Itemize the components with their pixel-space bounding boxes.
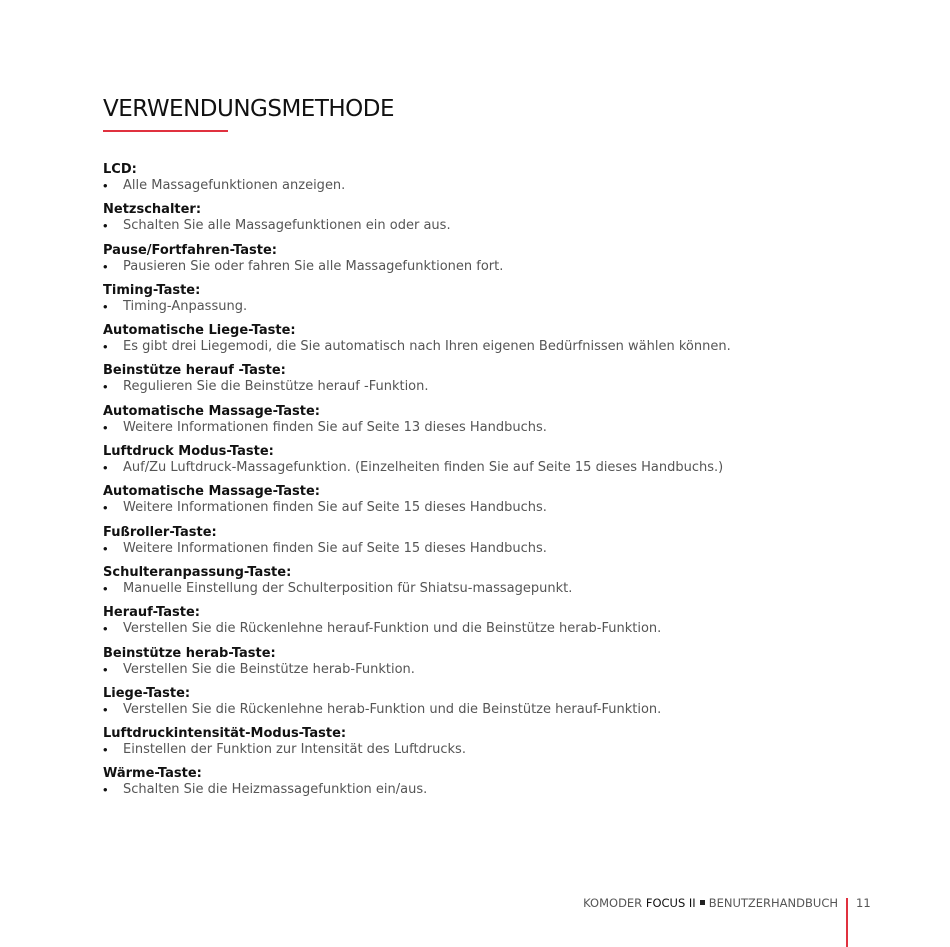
entry-label: Automatische Liege-Taste: xyxy=(103,323,296,339)
entry-text: Einstellen der Funktion zur Intensität des Luftdrucks. xyxy=(123,742,466,758)
bullet-icon: • xyxy=(103,460,108,476)
list-item xyxy=(103,726,883,766)
entry-label: Beinstütze herauf -Taste: xyxy=(103,363,286,379)
list-item xyxy=(103,243,883,283)
entry-text: Verstellen Sie die Rückenlehne herauf-Funktion und die Beinstütze herab-Funktion. xyxy=(123,621,662,637)
entry-label: Netzschalter: xyxy=(103,202,202,218)
list-item xyxy=(103,162,883,202)
bullet-icon: • xyxy=(103,218,108,234)
entry-text: Regulieren Sie die Beinstütze herauf -Funktion. xyxy=(123,379,429,395)
bullet-icon: • xyxy=(103,258,108,274)
entry-text: Verstellen Sie die Beinstütze herab-Funktion. xyxy=(123,661,415,677)
bullet-icon: • xyxy=(103,742,108,758)
entry-label: Automatische Massage-Taste: xyxy=(103,403,320,419)
title-underline xyxy=(103,130,228,132)
entry-label: Pause/Fortfahren-Taste: xyxy=(103,242,278,258)
entry-label: Automatische Massage-Taste: xyxy=(103,484,320,500)
bullet-icon: • xyxy=(103,339,108,355)
list-item xyxy=(103,323,883,363)
entry-text: Weitere Informationen finden Sie auf Seite 15 dieses Handbuchs. xyxy=(123,540,547,556)
list-item xyxy=(103,605,883,645)
entry-text: Auf/Zu Luftdruck-Massagefunktion. (Einzelheiten finden Sie auf Seite 15 dieses Handbuchs.) xyxy=(123,460,724,476)
bullet-icon: • xyxy=(103,500,108,516)
entry-text: Weitere Informationen finden Sie auf Seite 15 dieses Handbuchs. xyxy=(123,500,547,516)
page-title: VERWENDUNGSMETHODE xyxy=(103,96,395,122)
list-item xyxy=(103,283,883,323)
entry-text: Pausieren Sie oder fahren Sie alle Massagefunktionen fort. xyxy=(123,258,504,274)
entry-list xyxy=(103,162,883,807)
entry-text: Verstellen Sie die Rückenlehne herab-Funktion und die Beinstütze herauf-Funktion. xyxy=(123,701,662,717)
footer-manual: BENUTZERHANDBUCH xyxy=(708,896,838,910)
list-item xyxy=(103,484,883,524)
list-item xyxy=(103,363,883,403)
bullet-icon: • xyxy=(103,298,108,314)
entry-label: Schulteranpassung-Taste: xyxy=(103,564,292,580)
entry-text: Schalten Sie die Heizmassagefunktion ein/aus. xyxy=(123,782,428,798)
list-item xyxy=(103,404,883,444)
list-item xyxy=(103,202,883,242)
entry-label: Fußroller-Taste: xyxy=(103,524,217,540)
entry-label: Timing-Taste: xyxy=(103,282,201,298)
entry-text: Alle Massagefunktionen anzeigen. xyxy=(123,178,346,193)
entry-label: Wärme-Taste: xyxy=(103,766,202,782)
footer-title xyxy=(583,895,838,911)
entry-label: Luftdruckintensität-Modus-Taste: xyxy=(103,726,347,742)
entry-label: Luftdruck Modus-Taste: xyxy=(103,444,274,460)
list-item xyxy=(103,565,883,605)
list-item xyxy=(103,766,883,806)
page-number: 11 xyxy=(856,896,871,910)
bullet-icon: • xyxy=(103,419,108,435)
list-item xyxy=(103,444,883,484)
bullet-icon: • xyxy=(103,580,108,596)
entry-text: Schalten Sie alle Massagefunktionen ein oder aus. xyxy=(123,218,451,234)
footer-divider xyxy=(846,898,848,947)
footer-brand: KOMODER xyxy=(583,896,643,910)
bullet-icon: • xyxy=(103,178,108,193)
bullet-icon: • xyxy=(103,661,108,677)
bullet-icon: • xyxy=(103,621,108,637)
list-item xyxy=(103,525,883,565)
list-item xyxy=(103,686,883,726)
bullet-icon: • xyxy=(103,782,108,798)
list-item xyxy=(103,646,883,686)
entry-text: Manuelle Einstellung der Schulterposition für Shiatsu-massagepunkt. xyxy=(123,580,573,596)
footer-product: FOCUS II xyxy=(645,896,696,910)
entry-label: Herauf-Taste: xyxy=(103,605,200,621)
bullet-icon: • xyxy=(103,701,108,717)
entry-label: Liege-Taste: xyxy=(103,685,191,701)
bullet-icon: • xyxy=(103,540,108,556)
square-separator-icon xyxy=(700,900,705,905)
entry-label: LCD: xyxy=(103,162,137,177)
entry-label: Beinstütze herab-Taste: xyxy=(103,645,276,661)
entry-text: Timing-Anpassung. xyxy=(123,298,248,314)
entry-text: Weitere Informationen finden Sie auf Seite 13 dieses Handbuchs. xyxy=(123,419,547,435)
entry-text: Es gibt drei Liegemodi, die Sie automatisch nach Ihren eigenen Bedürfnissen wählen können. xyxy=(123,339,731,355)
bullet-icon: • xyxy=(103,379,108,395)
